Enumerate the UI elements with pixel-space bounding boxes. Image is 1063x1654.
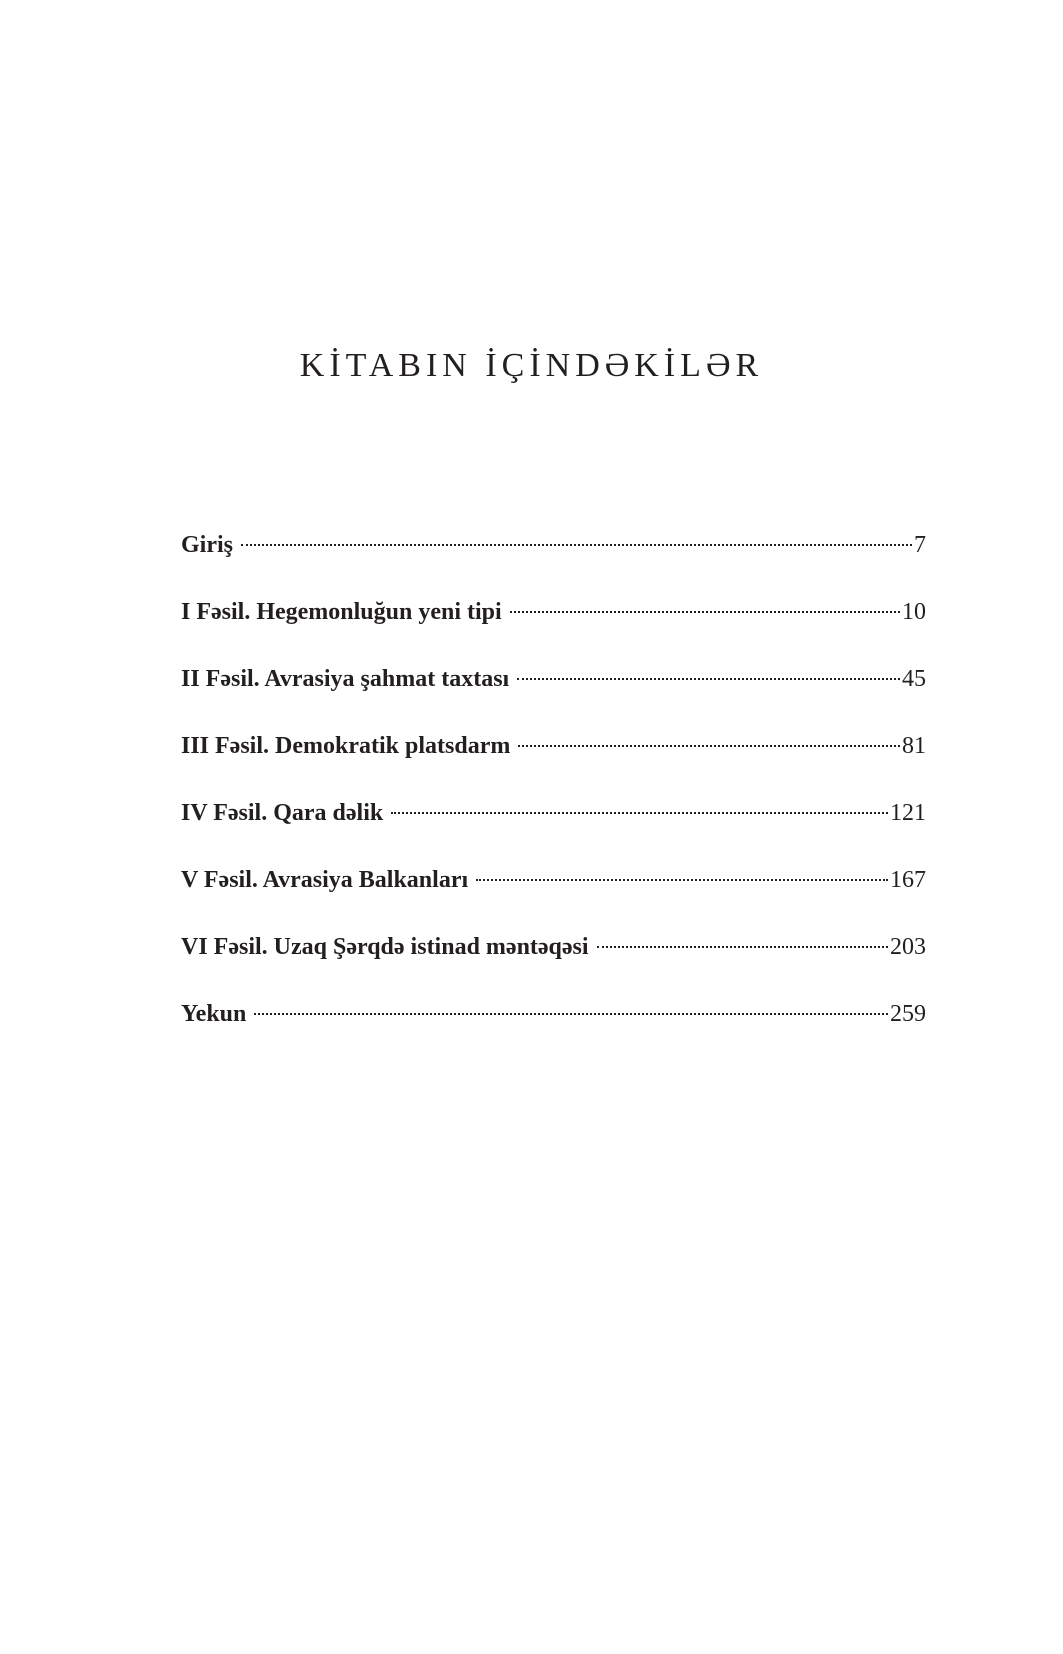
toc-entry-conclusion[interactable] xyxy=(181,999,926,1066)
dot-leader xyxy=(391,812,888,814)
dot-leader xyxy=(518,745,900,747)
page-title: KİTABIN İÇİNDƏKİLƏR xyxy=(299,347,764,384)
dot-leader xyxy=(597,946,888,948)
toc-entry-chapter-5[interactable] xyxy=(181,865,926,932)
toc-entry-introduction[interactable] xyxy=(181,530,926,597)
table-of-contents xyxy=(181,530,926,1066)
toc-entry-label: IV Fəsil. Qara dəlik xyxy=(181,800,384,826)
toc-entry-label: Giriş xyxy=(181,532,233,558)
toc-entry-label: Yekun xyxy=(181,1001,247,1027)
toc-entry-chapter-1[interactable] xyxy=(181,597,926,664)
toc-page-number: 10 xyxy=(902,599,926,625)
toc-page-number: 167 xyxy=(890,867,926,893)
toc-entry-label: VI Fəsil. Uzaq Şərqdə istinad məntəqəsi xyxy=(181,934,589,960)
toc-page-number: 121 xyxy=(890,800,926,826)
dot-leader xyxy=(510,611,900,613)
toc-entry-label: II Fəsil. Avrasiya şahmat taxtası xyxy=(181,666,510,692)
toc-entry-label: I Fəsil. Hegemonluğun yeni tipi xyxy=(181,599,502,625)
dot-leader xyxy=(517,678,900,680)
toc-page-number: 203 xyxy=(890,934,926,960)
toc-entry-label: V Fəsil. Avrasiya Balkanları xyxy=(181,867,469,893)
toc-page-number: 45 xyxy=(902,666,926,692)
toc-page-number: 259 xyxy=(890,1001,926,1027)
toc-entry-chapter-3[interactable] xyxy=(181,731,926,798)
toc-entry-chapter-4[interactable] xyxy=(181,798,926,865)
toc-page-number: 7 xyxy=(914,532,926,558)
dot-leader xyxy=(254,1013,888,1015)
dot-leader xyxy=(476,879,888,881)
toc-page-number: 81 xyxy=(902,733,926,759)
toc-entry-chapter-6[interactable] xyxy=(181,932,926,999)
toc-entry-chapter-2[interactable] xyxy=(181,664,926,731)
toc-entry-label: III Fəsil. Demokratik platsdarm xyxy=(181,733,511,759)
dot-leader xyxy=(241,544,912,546)
